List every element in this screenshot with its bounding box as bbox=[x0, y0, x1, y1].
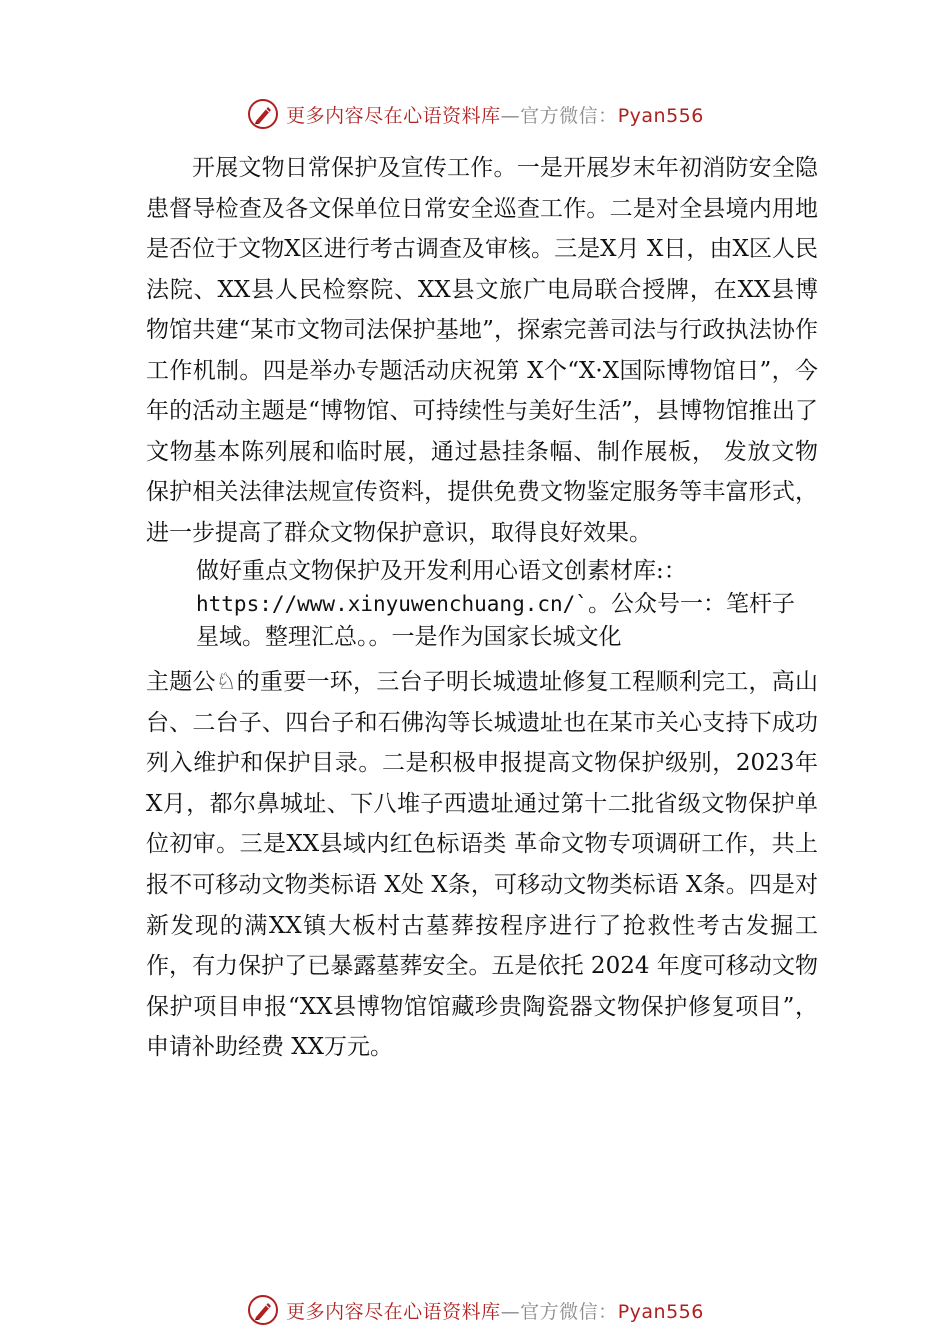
watermark-separator: — bbox=[500, 1300, 521, 1323]
watermark-wechat-id: Pyan556 bbox=[617, 104, 704, 127]
source-url-link[interactable]: https://www.xinyuwenchuang.cn/` bbox=[196, 592, 588, 616]
paragraph-publicity-work: 开展文物日常保护及宣传工作。一是开展岁末年初消防安全隐患督导检查及各文保单位日常安全巡查工作。二是对全县境内用地是否位于文物X区进行考古调查及审核。三是X月 X日，由X区人民法院、XX县人民检察院、XX县文旅广电局联合授牌，在XX县博物馆共建“某市文物司法保护基地”，探索完善司法与行政执法协作工作机制。四是举办专题活动庆祝第 X个“X·X国际博物馆日”，今年的活动主题是“博物馆、可持续性与美好生活”，县博物馆推出了文物基本陈列展和临时展，通过悬挂条幅、制作展板， 发放文物保护相关法律法规宣传资料，提供免费文物鉴定服务等丰富形式，进一步提高了群众文物保护意识，取得良好效果。 bbox=[146, 155, 818, 546]
key-protection-line-2-rest: 。公众号一：笔杆子 bbox=[587, 591, 795, 617]
key-protection-line-3: 星域。整理汇总。。一是作为国家长城文化 bbox=[196, 624, 622, 650]
watermark-separator: — bbox=[500, 104, 521, 127]
watermark-header bbox=[0, 94, 950, 134]
watermark-wechat-label: 官方微信： bbox=[520, 1300, 618, 1323]
paragraph-great-wall-protection: 主题公♘的重要一环，三台子明长城遗址修复工程顺利完工，高山台、二台子、四台子和石佛沟等长城遗址也在某市关心支持下成功列入维护和保护目录。二是积极申报提高文物保护级别，2023年 X月，都尔鼻城址、下八堆子西遗址通过第十二批省级文物保护单位初审。三是XX县域内红色标语类 革命文物专项调研工作，共上报不可移动文物类标语 X处 X条，可移动文物类标语 X条。四是对新发现的满XX镇大板村古墓葬按程序进行了抢救性考古发掘工作，有力保护了已暴露墓葬安全。五是依托 2024 年度可移动文物保护项目申报“XX县博物馆馆藏珍贵陶瓷器文物保护修复项目”，申请补助经费 XX万元。 bbox=[146, 669, 818, 1061]
paragraph-key-protection-heading bbox=[196, 555, 818, 654]
key-protection-line-1: 做好重点文物保护及开发利用心语文创素材库:： bbox=[196, 558, 687, 584]
key-protection-line-2 bbox=[196, 588, 818, 621]
watermark-wechat-id: Pyan556 bbox=[617, 1300, 704, 1323]
pen-logo-icon bbox=[246, 97, 280, 131]
watermark-wechat-label: 官方微信： bbox=[520, 104, 618, 127]
watermark-main-text: 更多内容尽在心语资料库 bbox=[286, 1300, 501, 1323]
watermark-main-text: 更多内容尽在心语资料库 bbox=[286, 104, 501, 127]
pen-logo-icon bbox=[246, 1293, 280, 1327]
document-body bbox=[146, 148, 818, 1068]
watermark-footer bbox=[0, 1290, 950, 1330]
